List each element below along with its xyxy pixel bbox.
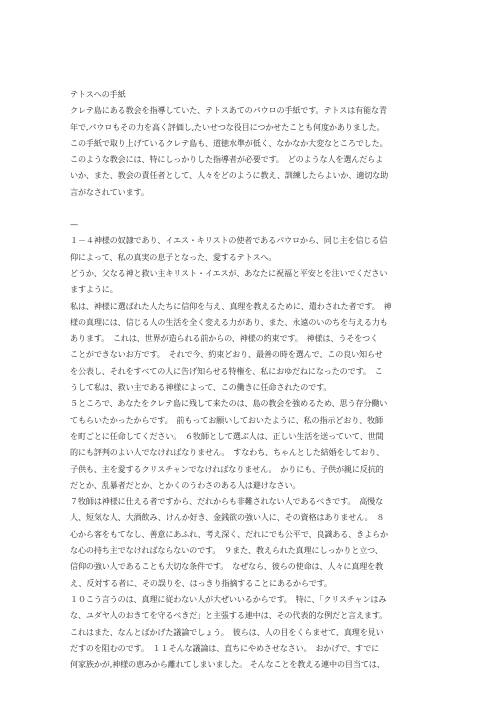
- intro-line: クレテ島にある教会を指導していた、テトスあてのパウロの手紙です。テトスは有能な青: [70, 105, 387, 116]
- body-line: 様の真理には、信じる人の生活を全く変える力があり、また、永遠のいのちを与える力も: [70, 316, 388, 327]
- body-line: うして私は、救い主である神様によって、この働きに任命されたのです。: [70, 382, 332, 393]
- body-line: １０こう言うのは、真理に従わない人が大ぜいいるからです。 特に、「クリスチャンはみ: [70, 593, 387, 604]
- body-line: だとか、乱暴者だとか、とかくのうわさのある人は避けなさい。: [70, 479, 301, 490]
- body-line: え、反対する者に、その誤りを、はっきり指摘することにあるからです。: [70, 577, 332, 588]
- body-line: 何家族かが,神様の恵みから離れてしまいました。 そんなことを教える連中の目当ては、: [70, 659, 385, 670]
- body-line: だすのを阻むのです。 １１そんな議論は、直ちにやめさせなさい。 おかげで、すでに: [70, 642, 380, 653]
- body-line: どうか、父なる神と救い主キリスト・イエスが、あなたに祝福と平安とを注いでください: [70, 267, 388, 278]
- document-content: [70, 86, 434, 672]
- body-line: １－４神様の奴隷であり、イエス・キリストの使者であるパウロから、同じ主を信じる信: [70, 235, 388, 246]
- body-line: 信仰の強い人であることも大切な条件です。 なぜなら、彼らの使命は、人々に真理を教: [70, 561, 384, 572]
- body-line: を公表し、それをすべての人に告げ知らせる特権を、私におゆだねになったのです。 こ: [70, 365, 383, 376]
- intro-line: この手紙で取り上げているクレテ島も、道徳水準が低く、なかなか大変なところでした。: [70, 137, 388, 148]
- document-title: テトスへの手紙: [70, 89, 126, 99]
- section-separator: —: [70, 219, 78, 230]
- body-line: 的にも評判のよい人でなければなりません。 すなわち、ちゃんとした結婚をしており、: [70, 447, 385, 458]
- intro-line: このような教会には、特にしっかりした指導者が必要です。 どのような人を選んだらよ: [70, 154, 384, 165]
- body-line: 子供も、主を愛するクリスチャンでなければなりません。 かりにも、子供が親に反抗的: [70, 463, 384, 474]
- intro-line: いか、また、教会の責任者として、人々をどのように教え、訓練したらよいか、適切な助: [70, 170, 389, 181]
- body-line: を町ごとに任命してください。 ６牧師として選ぶ人は、正しい生活を送っていて、世間: [70, 430, 384, 441]
- body-text: [70, 232, 434, 672]
- body-line: てもらいたかったからです。 前もってお願いしておいたように、私の指示どおり、牧師: [70, 414, 383, 425]
- blank-line: [70, 200, 434, 216]
- body-line: な、ユダヤ人のおきてを守るべきだ」と主張する連中は、その代表的な例だと言えます。: [70, 610, 388, 621]
- body-line: ７牧師は神様に仕える者ですから、だれからも非難されない人であるべきです。 高慢な: [70, 496, 384, 507]
- intro-line: 言がなされています。: [70, 186, 149, 197]
- body-line: 心から客をもてなし、善意にあふれ、考え深く、だれにでも公平で、良識ある、きよらか: [70, 528, 388, 539]
- body-line: あります。 これは、世界が造られる前からの、神様の約束です。 神様は、うそをつく: [70, 333, 379, 344]
- body-line: 私は、神様に選ばれた人たちに信仰を与え、真理を教えるために、遣わされた者です。 神: [70, 300, 392, 311]
- body-line: な心の持ち主でなければならないのです。 ９また、教えられた真理にしっかりと立つ、: [70, 545, 383, 556]
- body-line: ますように。: [70, 284, 118, 295]
- intro-paragraph: [70, 102, 434, 200]
- intro-line: 年で,パウロもその力を高く評価し,たいせつな役目につかせたことも何度かありました。: [70, 121, 385, 132]
- body-line: 人、短気な人、大酒飲み、けんか好き、金銭欲の強い人に、その資格はありません。 ８: [70, 512, 385, 523]
- body-line: 仰によって、私の真実の息子となった、愛するテトスへ。: [70, 251, 277, 262]
- body-line: ５ところで、あなたをクレテ島に残して来たのは、島の教会を強めるため、思う存分働い: [70, 398, 388, 409]
- body-line: これはまた、なんとばかげた議論でしょう。 彼らは、人の目をくらませて、真理を見い: [70, 626, 384, 637]
- body-line: ことができないお方です。 それで今、約束どおり、最善の時を選んで、この良い知らせ: [70, 349, 383, 360]
